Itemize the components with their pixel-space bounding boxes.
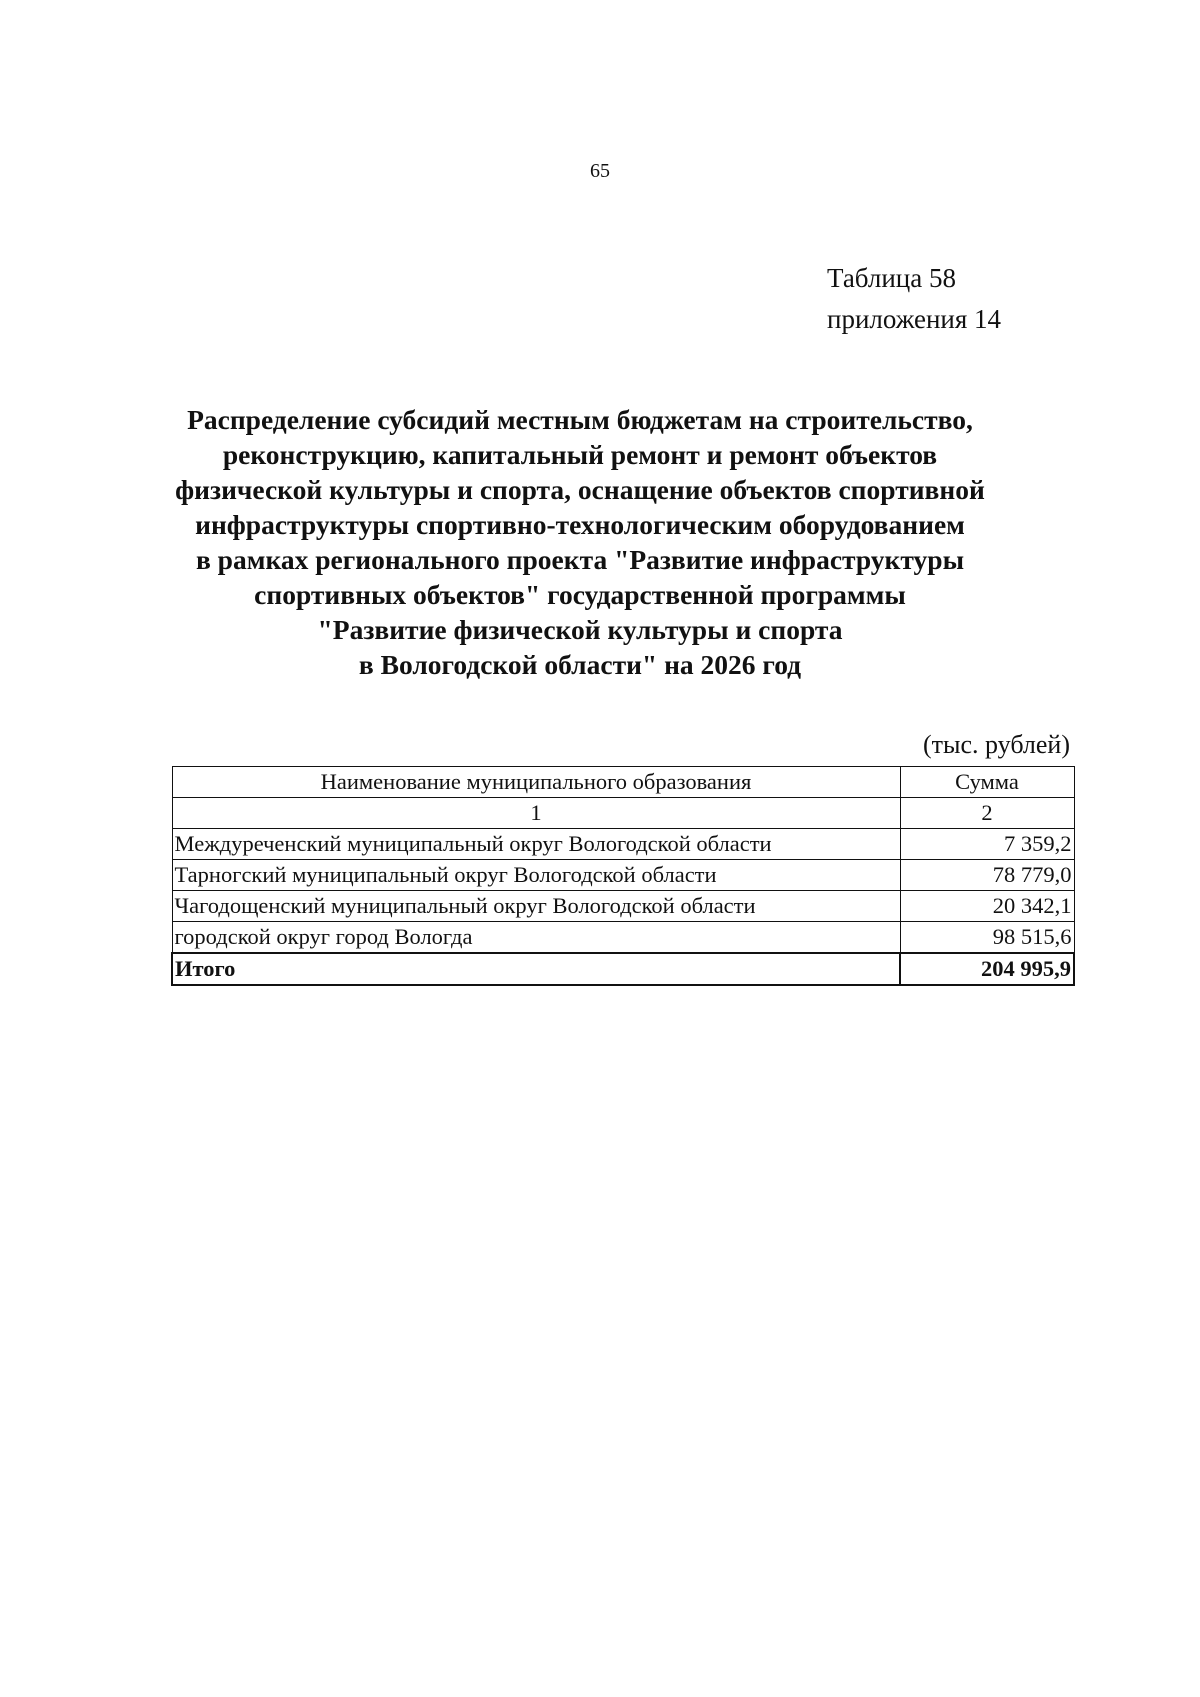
page-number: 65 — [590, 160, 610, 182]
table-reference — [827, 258, 1001, 340]
title-line: инфраструктуры спортивно-технологическим оборудованием — [195, 509, 965, 540]
table-row — [172, 922, 1074, 954]
total-label: Итого — [172, 953, 900, 985]
column-header-amount: Сумма — [900, 767, 1074, 798]
column-number-row — [172, 798, 1074, 829]
municipality-name: Междуреченский муниципальный округ Вологодской области — [172, 829, 900, 860]
table-header-row — [172, 767, 1074, 798]
municipality-name: городской округ город Вологда — [172, 922, 900, 954]
total-row — [172, 953, 1074, 985]
table-row — [172, 829, 1074, 860]
title-line: в Вологодской области" на 2026 год — [358, 649, 802, 680]
title-line: реконструкцию, капитальный ремонт и ремонт объектов — [222, 439, 938, 470]
municipality-name: Тарногский муниципальный округ Вологодской области — [172, 860, 900, 891]
document-title — [150, 402, 1010, 682]
column-number: 2 — [900, 798, 1074, 829]
column-number: 1 — [172, 798, 900, 829]
column-header-municipality: Наименование муниципального образования — [172, 767, 900, 798]
amount-cell: 98 515,6 — [900, 922, 1074, 954]
title-line: физической культуры и спорта, оснащение объектов спортивной — [175, 474, 985, 505]
title-line: в рамках регионального проекта "Развитие инфраструктуры — [195, 544, 965, 575]
table-row — [172, 860, 1074, 891]
table-row — [172, 891, 1074, 922]
subsidy-table — [171, 766, 1075, 986]
units-label: (тыс. рублей) — [922, 730, 1070, 759]
title-line: спортивных объектов" государственной программы — [254, 579, 906, 610]
municipality-name: Чагодощенский муниципальный округ Вологодской области — [172, 891, 900, 922]
table-reference-number: Таблица 58 — [827, 263, 956, 293]
amount-cell: 20 342,1 — [900, 891, 1074, 922]
table-reference-appendix: приложения 14 — [827, 304, 1002, 334]
amount-cell: 7 359,2 — [900, 829, 1074, 860]
title-line: "Развитие физической культуры и спорта — [317, 614, 843, 645]
total-amount: 204 995,9 — [900, 953, 1074, 985]
amount-cell: 78 779,0 — [900, 860, 1074, 891]
title-line: Распределение субсидий местным бюджетам на строительство, — [187, 404, 973, 435]
